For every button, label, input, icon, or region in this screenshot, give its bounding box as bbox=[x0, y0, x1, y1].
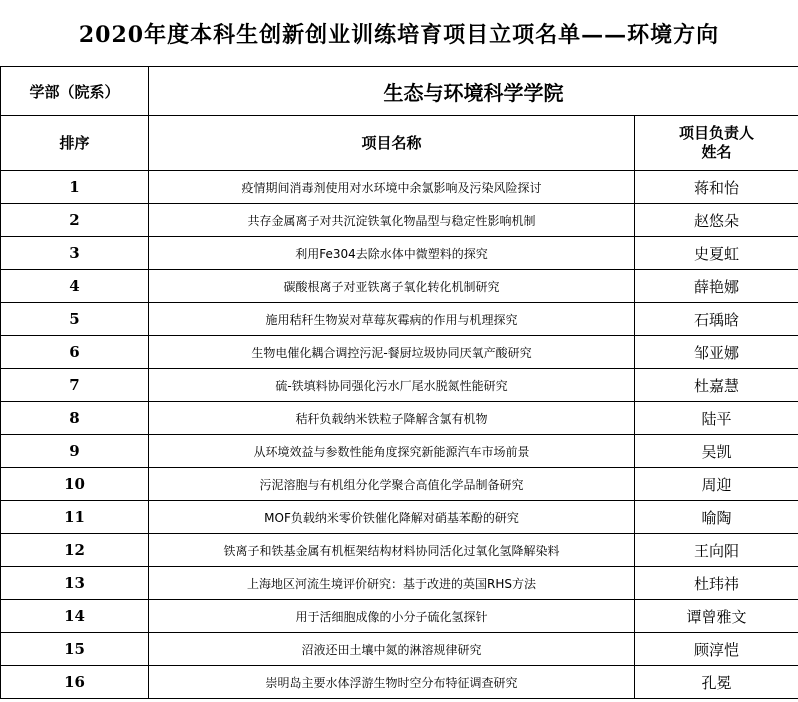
table-row bbox=[1, 303, 798, 336]
row-project-leader: 王向阳 bbox=[635, 534, 798, 567]
department-name: 生态与环境科学学院 bbox=[149, 67, 798, 116]
row-index: 10 bbox=[1, 468, 149, 501]
row-project-name: MOF负载纳米零价铁催化降解对硝基苯酚的研究 bbox=[149, 501, 635, 534]
row-project-name: 上海地区河流生境评价研究：基于改进的英国RHS方法 bbox=[149, 567, 635, 600]
row-project-name: 生物电催化耦合调控污泥-餐厨垃圾协同厌氧产酸研究 bbox=[149, 336, 635, 369]
table-row bbox=[1, 369, 798, 402]
table-row bbox=[1, 633, 798, 666]
row-project-leader: 孔冕 bbox=[635, 666, 798, 699]
row-project-leader: 谭曾雅文 bbox=[635, 600, 798, 633]
row-index: 7 bbox=[1, 369, 149, 402]
row-project-leader: 石瑀晗 bbox=[635, 303, 798, 336]
row-project-leader: 邹亚娜 bbox=[635, 336, 798, 369]
row-project-leader: 蒋和怡 bbox=[635, 171, 798, 204]
row-index: 13 bbox=[1, 567, 149, 600]
document-title: 2020年度本科生创新创业训练培育项目立项名单——环境方向 bbox=[78, 21, 720, 48]
row-project-name: 硫-铁填料协同强化污水厂尾水脱氮性能研究 bbox=[149, 369, 635, 402]
table-row bbox=[1, 402, 798, 435]
row-project-leader: 顾淳恺 bbox=[635, 633, 798, 666]
table-row bbox=[1, 600, 798, 633]
table-row bbox=[1, 435, 798, 468]
row-index: 4 bbox=[1, 270, 149, 303]
row-index: 14 bbox=[1, 600, 149, 633]
header-leader-line-2: 姓名 bbox=[701, 143, 732, 161]
header-project-name: 项目名称 bbox=[149, 116, 635, 171]
row-index: 5 bbox=[1, 303, 149, 336]
row-project-leader: 薛艳娜 bbox=[635, 270, 798, 303]
row-project-name: 用于活细胞成像的小分子硫化氢探针 bbox=[149, 600, 635, 633]
department-row bbox=[1, 67, 798, 116]
row-project-name: 污泥溶胞与有机组分化学聚合高值化学品制备研究 bbox=[149, 468, 635, 501]
row-project-name: 疫情期间消毒剂使用对水环境中余氯影响及污染风险探讨 bbox=[149, 171, 635, 204]
project-list-table bbox=[0, 66, 798, 699]
header-index: 排序 bbox=[1, 116, 149, 171]
department-label: 学部（院系） bbox=[1, 67, 149, 116]
table-row bbox=[1, 204, 798, 237]
table-row bbox=[1, 534, 798, 567]
row-project-name: 铁离子和铁基金属有机框架结构材料协同活化过氧化氢降解染料 bbox=[149, 534, 635, 567]
row-index: 16 bbox=[1, 666, 149, 699]
row-project-leader: 杜玮祎 bbox=[635, 567, 798, 600]
row-project-leader: 史夏虹 bbox=[635, 237, 798, 270]
table-row bbox=[1, 666, 798, 699]
row-project-leader: 周迎 bbox=[635, 468, 798, 501]
column-header-row bbox=[1, 116, 798, 171]
row-project-leader: 吴凯 bbox=[635, 435, 798, 468]
row-index: 11 bbox=[1, 501, 149, 534]
row-project-leader: 喻陶 bbox=[635, 501, 798, 534]
table-row bbox=[1, 501, 798, 534]
row-index: 8 bbox=[1, 402, 149, 435]
table-row bbox=[1, 336, 798, 369]
row-index: 12 bbox=[1, 534, 149, 567]
row-project-name: 崇明岛主要水体浮游生物时空分布特征调查研究 bbox=[149, 666, 635, 699]
header-project-leader bbox=[635, 116, 798, 171]
row-index: 3 bbox=[1, 237, 149, 270]
row-project-leader: 陆平 bbox=[635, 402, 798, 435]
row-index: 9 bbox=[1, 435, 149, 468]
row-project-name: 沼液还田土壤中氮的淋溶规律研究 bbox=[149, 633, 635, 666]
row-project-leader: 赵悠朵 bbox=[635, 204, 798, 237]
table-row bbox=[1, 567, 798, 600]
table-row bbox=[1, 270, 798, 303]
row-project-name: 从环境效益与参数性能角度探究新能源汽车市场前景 bbox=[149, 435, 635, 468]
row-project-name: 共存金属离子对共沉淀铁氧化物晶型与稳定性影响机制 bbox=[149, 204, 635, 237]
row-index: 6 bbox=[1, 336, 149, 369]
table-row bbox=[1, 171, 798, 204]
row-project-name: 秸秆负载纳米铁粒子降解含氯有机物 bbox=[149, 402, 635, 435]
row-project-name: 碳酸根离子对亚铁离子氧化转化机制研究 bbox=[149, 270, 635, 303]
row-index: 2 bbox=[1, 204, 149, 237]
row-project-leader: 杜嘉慧 bbox=[635, 369, 798, 402]
table-row bbox=[1, 468, 798, 501]
table-row bbox=[1, 237, 798, 270]
header-leader-line-1: 项目负责人 bbox=[678, 124, 754, 142]
row-project-name: 施用秸秆生物炭对草莓灰霉病的作用与机理探究 bbox=[149, 303, 635, 336]
row-index: 15 bbox=[1, 633, 149, 666]
row-index: 1 bbox=[1, 171, 149, 204]
row-project-name: 利用Fe304去除水体中微塑料的探究 bbox=[149, 237, 635, 270]
